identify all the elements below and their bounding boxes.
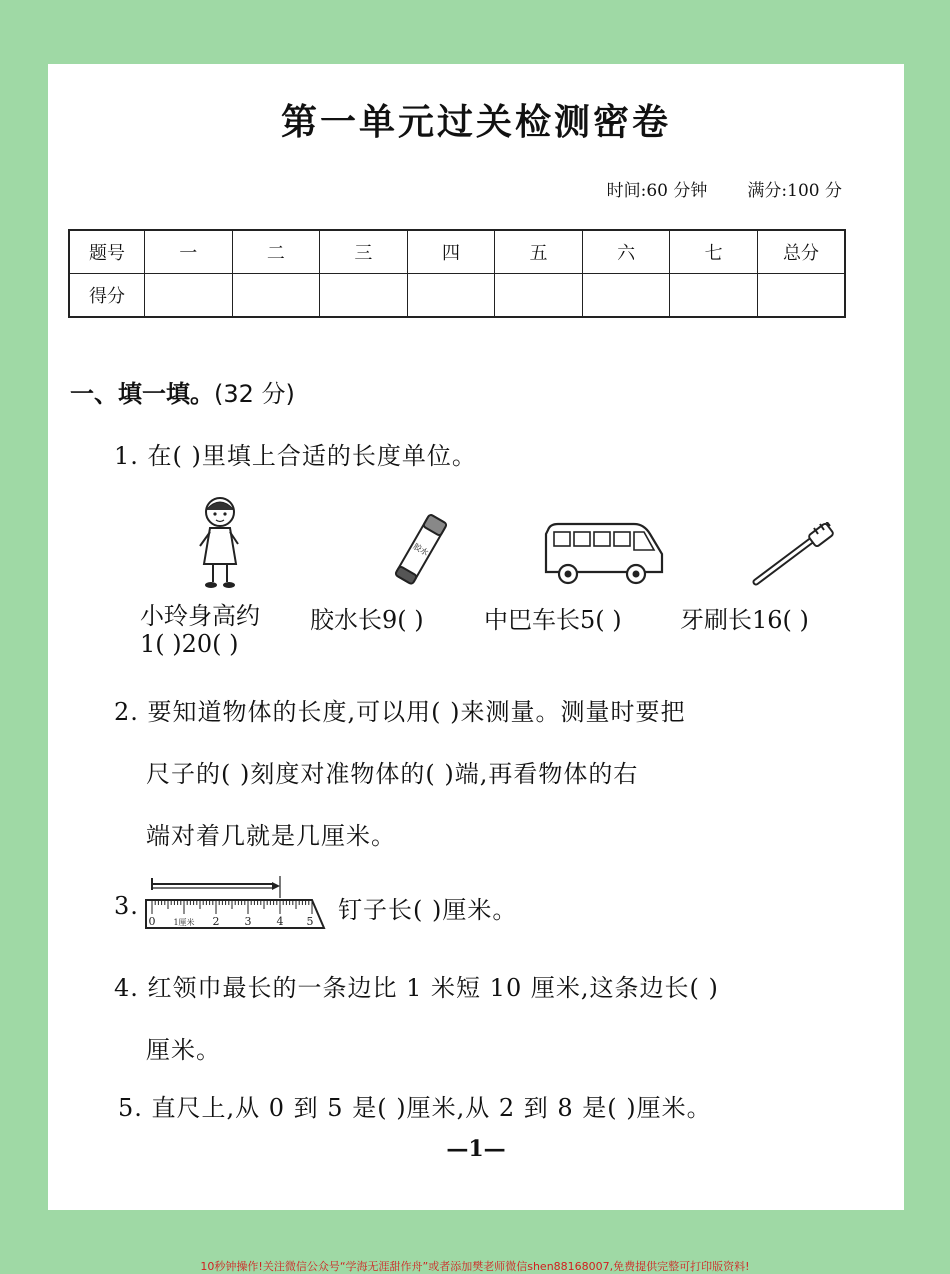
col-7: 七 bbox=[670, 230, 758, 274]
question-2-line-2: 尺子的( )刻度对准物体的( )端,再看物体的右 bbox=[146, 760, 639, 788]
question-3-number: 3. bbox=[114, 892, 139, 920]
col-total: 总分 bbox=[757, 230, 845, 274]
question-2-line-1: 2. 要知道物体的长度,可以用( )来测量。测量时要把 bbox=[114, 698, 686, 726]
row-label: 得分 bbox=[69, 274, 145, 318]
ruler-label-4: 4 bbox=[276, 915, 284, 928]
page-number: —1— bbox=[446, 1136, 506, 1162]
ruler-label-1: 1厘米 bbox=[173, 918, 195, 927]
q1-caption-height-blank: 1( )20( ) bbox=[140, 630, 239, 658]
footer-note: 10秒钟操作!关注微信公众号“学海无涯甜作舟”或者添加樊老师微信shen88168007,免费提供完整可打印版资料! bbox=[200, 1260, 750, 1273]
question-1: 1. 在( )里填上合适的长度单位。 bbox=[114, 442, 477, 470]
q1-caption-toothbrush: 牙刷长16( ) bbox=[680, 606, 809, 634]
exam-meta bbox=[607, 176, 842, 201]
score-table bbox=[68, 229, 846, 318]
score-cell[interactable] bbox=[670, 274, 758, 318]
score-cell[interactable] bbox=[757, 274, 845, 318]
col-6: 六 bbox=[582, 230, 670, 274]
score-cell[interactable] bbox=[407, 274, 495, 318]
question-2-line-3: 端对着几就是几厘米。 bbox=[146, 822, 396, 850]
question-4-line-2: 厘米。 bbox=[146, 1036, 221, 1064]
section-heading bbox=[70, 374, 295, 409]
col-3: 三 bbox=[320, 230, 408, 274]
exam-paper bbox=[48, 64, 904, 1210]
score-table-header-row bbox=[69, 230, 845, 274]
q1-caption-bus: 中巴车长5( ) bbox=[484, 606, 622, 634]
ruler-with-nail bbox=[144, 874, 330, 934]
q1-caption-glue: 胶水长9( ) bbox=[310, 606, 424, 634]
glue-stick-icon bbox=[388, 508, 452, 594]
col-4: 四 bbox=[407, 230, 495, 274]
toothbrush-icon bbox=[748, 522, 840, 590]
ruler-label-3: 3 bbox=[244, 915, 252, 928]
question-5: 5. 直尺上,从 0 到 5 是( )厘米,从 2 到 8 是( )厘米。 bbox=[118, 1094, 712, 1122]
question-3-text: 钉子长( )厘米。 bbox=[338, 896, 518, 924]
ruler-label-2: 2 bbox=[212, 915, 220, 928]
section-score: (32 分) bbox=[214, 380, 295, 408]
full-score: 满分:100 分 bbox=[747, 181, 842, 201]
question-4-line-1: 4. 红领巾最长的一条边比 1 米短 10 厘米,这条边长( ) bbox=[114, 974, 719, 1002]
col-5: 五 bbox=[495, 230, 583, 274]
page-title: 第一单元过关检测密卷 bbox=[280, 101, 671, 143]
header-label: 题号 bbox=[69, 230, 145, 274]
section-title: 一、填一填。 bbox=[70, 380, 214, 408]
ruler-label-5: 5 bbox=[306, 915, 314, 928]
score-cell[interactable] bbox=[582, 274, 670, 318]
ruler-label-0: 0 bbox=[148, 915, 156, 928]
col-1: 一 bbox=[145, 230, 233, 274]
score-cell[interactable] bbox=[145, 274, 233, 318]
glue-label: 胶水 bbox=[411, 541, 430, 558]
score-table-score-row bbox=[69, 274, 845, 318]
col-2: 二 bbox=[232, 230, 320, 274]
time-limit: 时间:60 分钟 bbox=[606, 181, 708, 201]
q1-caption-height: 小玲身高约 bbox=[140, 602, 260, 630]
score-cell[interactable] bbox=[232, 274, 320, 318]
minibus-icon bbox=[542, 520, 668, 590]
girl-icon bbox=[192, 494, 248, 592]
score-cell[interactable] bbox=[320, 274, 408, 318]
score-cell[interactable] bbox=[495, 274, 583, 318]
